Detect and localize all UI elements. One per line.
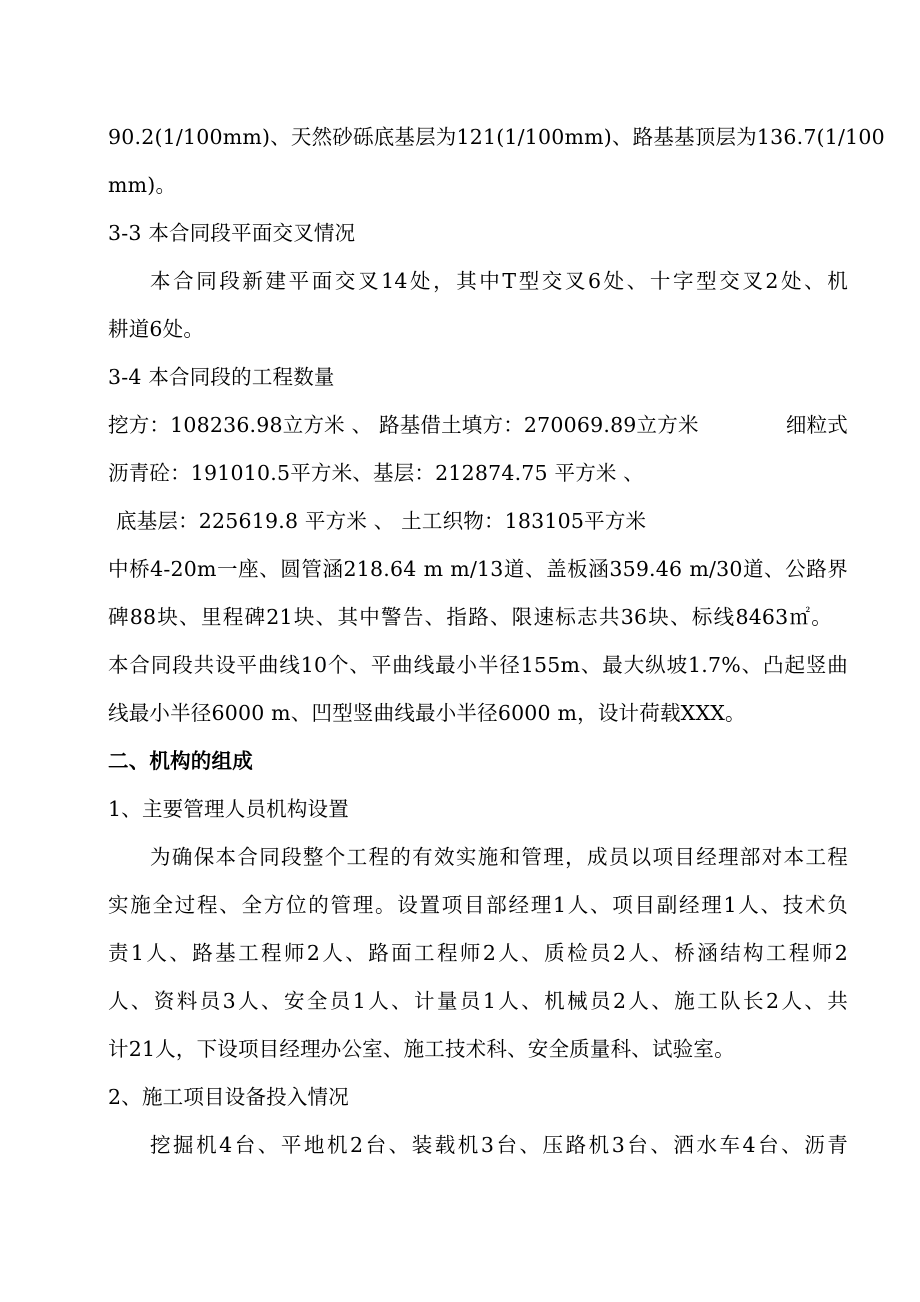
paragraph-line: 耕道6处。 — [108, 317, 205, 341]
paragraph-line: 90.2(1/100mm)、天然砂砾底基层为121(1/100mm)、路基基顶层为136.7(1/100 — [108, 125, 885, 149]
section-heading-1: 1、主要管理人员机构设置 — [108, 797, 349, 821]
paragraph-line: 计21人，下设项目经理办公室、施工技术科、安全质量科、试验室。 — [108, 1037, 735, 1061]
section-heading-2: 2、施工项目设备投入情况 — [108, 1085, 349, 1109]
section-heading-3-4: 3-4 本合同段的工程数量 — [108, 365, 335, 389]
chapter-heading: 二、机构的组成 — [108, 749, 253, 773]
paragraph-line: 为确保本合同段整个工程的有效实施和管理，成员以项目经理部对本工程 — [150, 845, 848, 869]
quantity-excavation-text: 挖方：108236.98立方米 、 路基借土填方：270069.89立方米 — [108, 413, 699, 437]
section-heading-3-3: 3-3 本合同段平面交叉情况 — [108, 221, 356, 245]
paragraph-line: 人、资料员3人、安全员1人、计量员1人、机械员2人、施工队长2人、共 — [108, 989, 848, 1013]
paragraph-line: 本合同段新建平面交叉14处，其中T型交叉6处、十字型交叉2处、机 — [150, 269, 848, 293]
quantity-fine-grain-text: 细粒式 — [785, 413, 848, 437]
paragraph-line: 实施全过程、全方位的管理。设置项目部经理1人、项目副经理1人、技术负 — [108, 893, 848, 917]
paragraph-line: 线最小半径6000 m、凹型竖曲线最小半径6000 m，设计荷载XXX。 — [108, 701, 746, 725]
paragraph-line: mm)。 — [108, 173, 177, 197]
paragraph-line: 本合同段共设平曲线10个、平曲线最小半径155m、最大纵坡1.7%、凸起竖曲 — [108, 653, 848, 677]
paragraph-line: 挖掘机4台、平地机2台、装载机3台、压路机3台、洒水车4台、沥青 — [150, 1133, 848, 1157]
paragraph-line: 中桥4-20m一座、圆管涵218.64 m m/13道、盖板涵359.46 m/30道、公路界 — [108, 557, 848, 581]
quantity-line — [108, 412, 848, 438]
quantity-line: 沥青砼：191010.5平方米、基层：212874.75 平方米 、 — [108, 461, 645, 485]
paragraph-line: 碑88块、里程碑21块、其中警告、指路、限速标志共36块、标线8463㎡。 — [108, 605, 832, 629]
quantity-line: 底基层：225619.8 平方米 、 土工织物：183105平方米 — [116, 509, 647, 533]
paragraph-line: 责1人、路基工程师2人、路面工程师2人、质检员2人、桥涵结构工程师2 — [108, 941, 848, 965]
